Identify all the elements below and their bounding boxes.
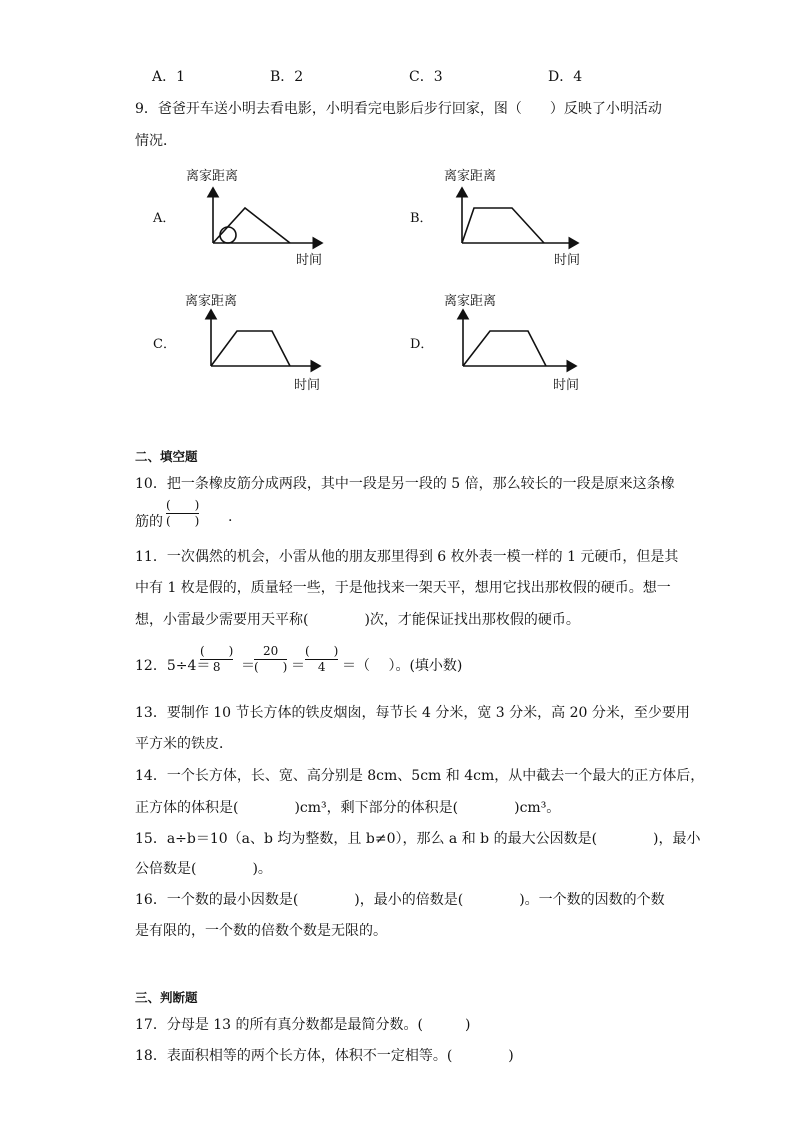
q11-line-1: 11．一次偶然的机会，小雷从他的朋友那里得到 6 枚外表一模一样的 1 元硬币，但是其 [135, 549, 679, 565]
q13-line-2: 平方米的铁皮． [135, 736, 233, 752]
q12-f2-denominator: ( ) [254, 660, 288, 674]
q12-equals-2: ＝ [291, 658, 305, 674]
graph-d-y-label: 离家距离 [444, 294, 497, 309]
graph-c-y-label: 离家距离 [185, 294, 238, 309]
q8-option-c: C．3 [409, 69, 443, 85]
q16-line-2: 是有限的，一个数的倍数个数是无限的。 [135, 923, 387, 939]
graph-a [213, 188, 322, 243]
graph-d-x-label: 时间 [553, 378, 580, 393]
graph-a-x-label: 时间 [296, 253, 323, 268]
q10-line-2-prefix: 筋的 [135, 514, 163, 530]
graph-c-option-label: C． [153, 337, 176, 352]
graph-c [211, 310, 320, 366]
q12-suffix: ＝（ ）。(填小数) [342, 658, 463, 674]
q12-f2-numerator: 20 [263, 644, 279, 658]
q12-fraction-1 [200, 645, 233, 674]
q12-prefix: 12．5÷4＝ [135, 658, 211, 674]
q9-line-1: 9．爸爸开车送小明去看电影，小明看完电影后步行回家，图（ ）反映了小明活动 [135, 101, 662, 117]
graph-d-option-label: D． [410, 337, 434, 352]
q14-line-1: 14．一个长方体，长、宽、高分别是 8cm、5cm 和 4cm，从中截去一个最大的正方体后， [135, 768, 705, 784]
q12-f1-denominator: 8 [212, 660, 221, 674]
q10-line-1: 10．把一条橡皮筋分成两段，其中一段是另一段的 5 倍，那么较长的一段是原来这条橡 [135, 476, 675, 492]
q11-line-2: 中有 1 枚是假的，质量轻一些，于是他找来一架天平，想用它找出那枚假的硬币。想一 [135, 580, 671, 596]
q14-line-2: 正方体的体积是( )cm³，剩下部分的体积是( )cm³。 [135, 800, 561, 816]
q10-line-2-suffix: . [228, 509, 233, 525]
section-judgment-title: 三、判断题 [135, 990, 198, 1005]
q8-option-b: B．2 [270, 69, 304, 85]
q12-f1-numerator: ( ) [200, 644, 234, 658]
q17-line: 17．分母是 13 的所有真分数都是最简分数。( ) [135, 1017, 471, 1033]
q11-line-3: 想，小雷最少需要用天平称( )次，才能保证找出那枚假的硬币。 [135, 612, 580, 628]
q15-line-2: 公倍数是( )。 [135, 861, 272, 877]
q12-f3-denominator: 4 [317, 660, 326, 674]
q12-equals-1: ＝ [241, 658, 255, 674]
q15-line-1: 15．a÷b＝10（a、b 均为整数，且 b≠0），那么 a 和 b 的最大公因数是( )，最小 [135, 831, 701, 847]
section-fill-in-title: 二、填空题 [135, 449, 198, 464]
graph-c-x-label: 时间 [294, 378, 321, 393]
q8-option-a: A．1 [152, 69, 186, 85]
q10-fraction-denominator: ( ) [166, 514, 200, 528]
q10-fraction [166, 499, 199, 528]
q12-fraction-2 [254, 645, 287, 674]
q10-fraction-numerator: ( ) [166, 498, 200, 512]
q13-line-1: 13．要制作 10 节长方体的铁皮烟囱，每节长 4 分米，宽 3 分米，高 20 分米，至少要用 [135, 705, 690, 721]
graph-d [463, 310, 576, 366]
graph-b-option-label: B． [410, 211, 433, 226]
graph-a-y-label: 离家距离 [186, 169, 239, 184]
q9-line-2: 情况． [135, 133, 177, 149]
q12-f3-numerator: ( ) [305, 644, 339, 658]
graph-b-x-label: 时间 [554, 253, 581, 268]
q12-fraction-3 [305, 645, 338, 674]
graph-a-option-label: A． [153, 211, 176, 226]
q18-line: 18．表面积相等的两个长方体，体积不一定相等。( ) [135, 1048, 514, 1064]
graph-b [462, 188, 578, 243]
q16-line-1: 16．一个数的最小因数是( )，最小的倍数是( )。一个数的因数的个数 [135, 892, 665, 908]
graph-b-y-label: 离家距离 [444, 169, 497, 184]
q8-option-d: D．4 [548, 69, 583, 85]
